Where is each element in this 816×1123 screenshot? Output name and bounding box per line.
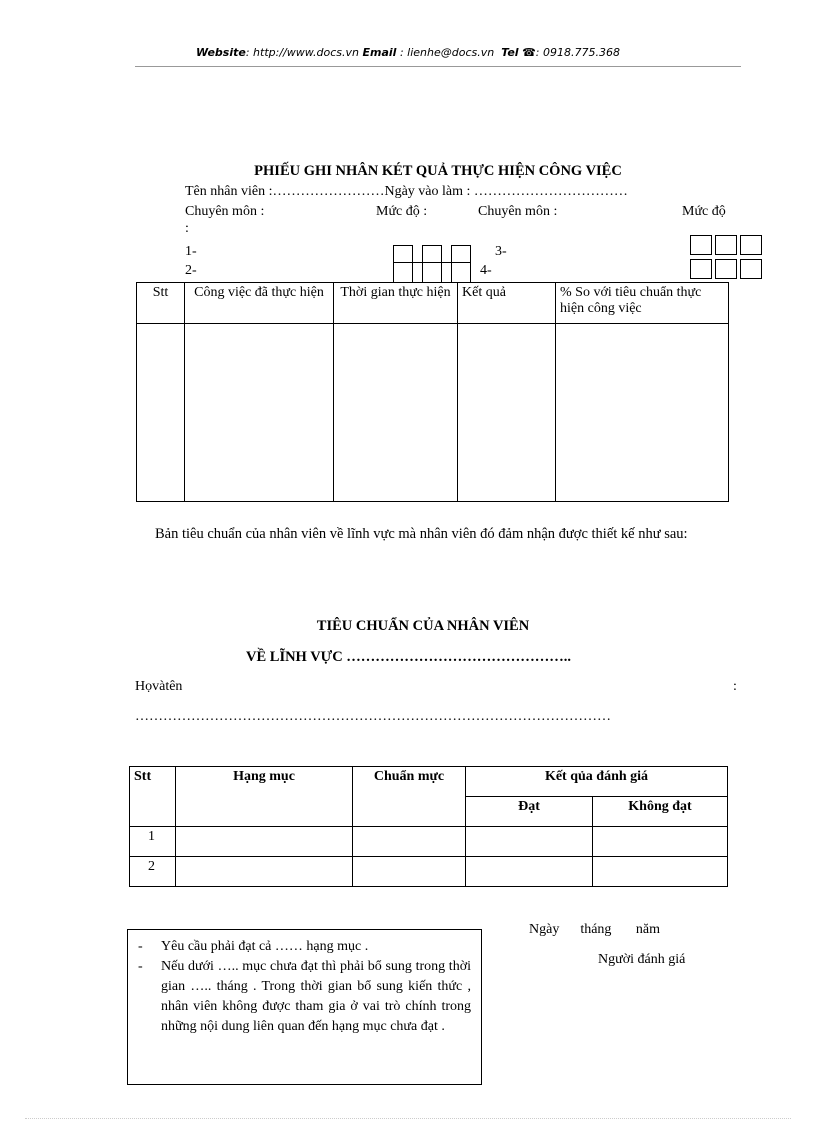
cell-item[interactable] <box>176 857 353 887</box>
item-3: 3- <box>495 244 507 259</box>
row-number: 1 <box>130 827 176 857</box>
email-label: Email <box>362 46 397 59</box>
col-percent-standard: % So với tiêu chuẩn thực hiện công việc <box>556 283 729 324</box>
form1-title: PHIẾU GHI NHÂN KÉT QUẢ THỰC HIỆN CÔNG VIỆC <box>254 163 622 179</box>
level-checkbox-1[interactable] <box>393 245 413 283</box>
note-item: - Nếu dưới ….. mục chưa đạt thì phải bổ sung trong thời gian ….. tháng . Trong thời gian bổ sung kiến thức , nhân viên không được tham gia ở vai trò chính trong những nội dung liên quan đến hạng mục chưa đạt . <box>128 957 481 1037</box>
level-checkbox-7[interactable] <box>690 259 712 279</box>
page-header <box>0 46 816 59</box>
level-checkbox-9[interactable] <box>740 259 762 279</box>
table-row <box>130 857 728 887</box>
notes-box <box>127 929 482 1085</box>
table-row <box>130 827 728 857</box>
specialty-label-2: Chuyên môn : <box>478 204 558 219</box>
table-header-row <box>137 283 729 324</box>
col-time: Thời gian thực hiện <box>334 283 458 324</box>
col-result: Kết quả <box>458 283 556 324</box>
cell-stt[interactable] <box>137 324 185 502</box>
item-1: 1- <box>185 244 197 259</box>
intro-paragraph: Bản tiêu chuẩn của nhân viên về lĩnh vực mà nhân viên đó đảm nhận được thiết kế như sau: <box>155 526 688 542</box>
cell-item[interactable] <box>176 827 353 857</box>
level-checkbox-5[interactable] <box>715 235 737 255</box>
item-4: 4- <box>480 263 492 278</box>
item-2: 2- <box>185 263 197 278</box>
signature-evaluator: Người đánh giá <box>598 952 686 967</box>
level-checkbox-6[interactable] <box>740 235 762 255</box>
cell-result[interactable] <box>458 324 556 502</box>
level-label-1: Mức độ : <box>376 204 428 219</box>
cell-pass[interactable] <box>466 857 593 887</box>
cell-standard[interactable] <box>353 857 466 887</box>
level-checkbox-3[interactable] <box>451 245 471 283</box>
col-work-done: Công việc đã thực hiện <box>185 283 334 324</box>
cell-pass[interactable] <box>466 827 593 857</box>
email-address[interactable]: : lienhe@docs.vn <box>396 46 495 59</box>
form2-subtitle: VỀ LĨNH VỰC ……………………………………….. <box>246 649 572 665</box>
cell-time[interactable] <box>334 324 458 502</box>
phone-icon: ☎ <box>522 46 536 59</box>
note-item: - Yêu cầu phải đạt cả …… hạng mục . <box>128 937 481 957</box>
form2-title: TIÊU CHUẨN CỦA NHÂN VIÊN <box>316 618 530 634</box>
table-row <box>137 324 729 502</box>
footer-divider <box>25 1118 791 1119</box>
work-results-table <box>136 282 729 502</box>
evaluation-table <box>129 766 728 887</box>
checkbox-divider <box>393 262 471 263</box>
eval-col-pass: Đạt <box>466 797 593 827</box>
website-label: Website <box>196 46 246 59</box>
eval-col-fail: Không đạt <box>593 797 728 827</box>
col-stt: Stt <box>137 283 185 324</box>
name-colon: : <box>733 679 737 694</box>
row-number: 2 <box>130 857 176 887</box>
name-label: Họvàtên <box>135 679 183 694</box>
notes-list <box>128 937 481 1037</box>
level-checkbox-4[interactable] <box>690 235 712 255</box>
website-url[interactable]: : http://www.docs.vn <box>245 46 360 59</box>
cell-work-done[interactable] <box>185 324 334 502</box>
level-checkbox-8[interactable] <box>715 259 737 279</box>
cell-fail[interactable] <box>593 827 728 857</box>
employee-name-line: Tên nhân viên :……………………Ngày vào làm : …………………………… <box>185 184 628 199</box>
signature-date: Ngày tháng năm <box>529 922 661 937</box>
level-label-2: Mức độ <box>682 204 726 219</box>
level-checkbox-2[interactable] <box>422 245 442 283</box>
eval-col-standard: Chuẩn mực <box>353 767 466 827</box>
cell-standard[interactable] <box>353 827 466 857</box>
colon-overflow: : <box>185 221 189 236</box>
tel-label: Tel <box>501 46 519 59</box>
name-dots: ………………………………………………………………………………………… <box>135 709 611 724</box>
eval-col-item: Hạng mục <box>176 767 353 827</box>
tel-number: : 0918.775.368 <box>535 46 620 59</box>
specialty-label-1: Chuyên môn : <box>185 204 265 219</box>
eval-col-stt: Stt <box>130 767 176 827</box>
header-divider <box>135 66 741 67</box>
cell-percent[interactable] <box>556 324 729 502</box>
eval-header-row <box>130 767 728 797</box>
cell-fail[interactable] <box>593 857 728 887</box>
eval-col-result: Kết qủa đánh giá <box>466 767 728 797</box>
